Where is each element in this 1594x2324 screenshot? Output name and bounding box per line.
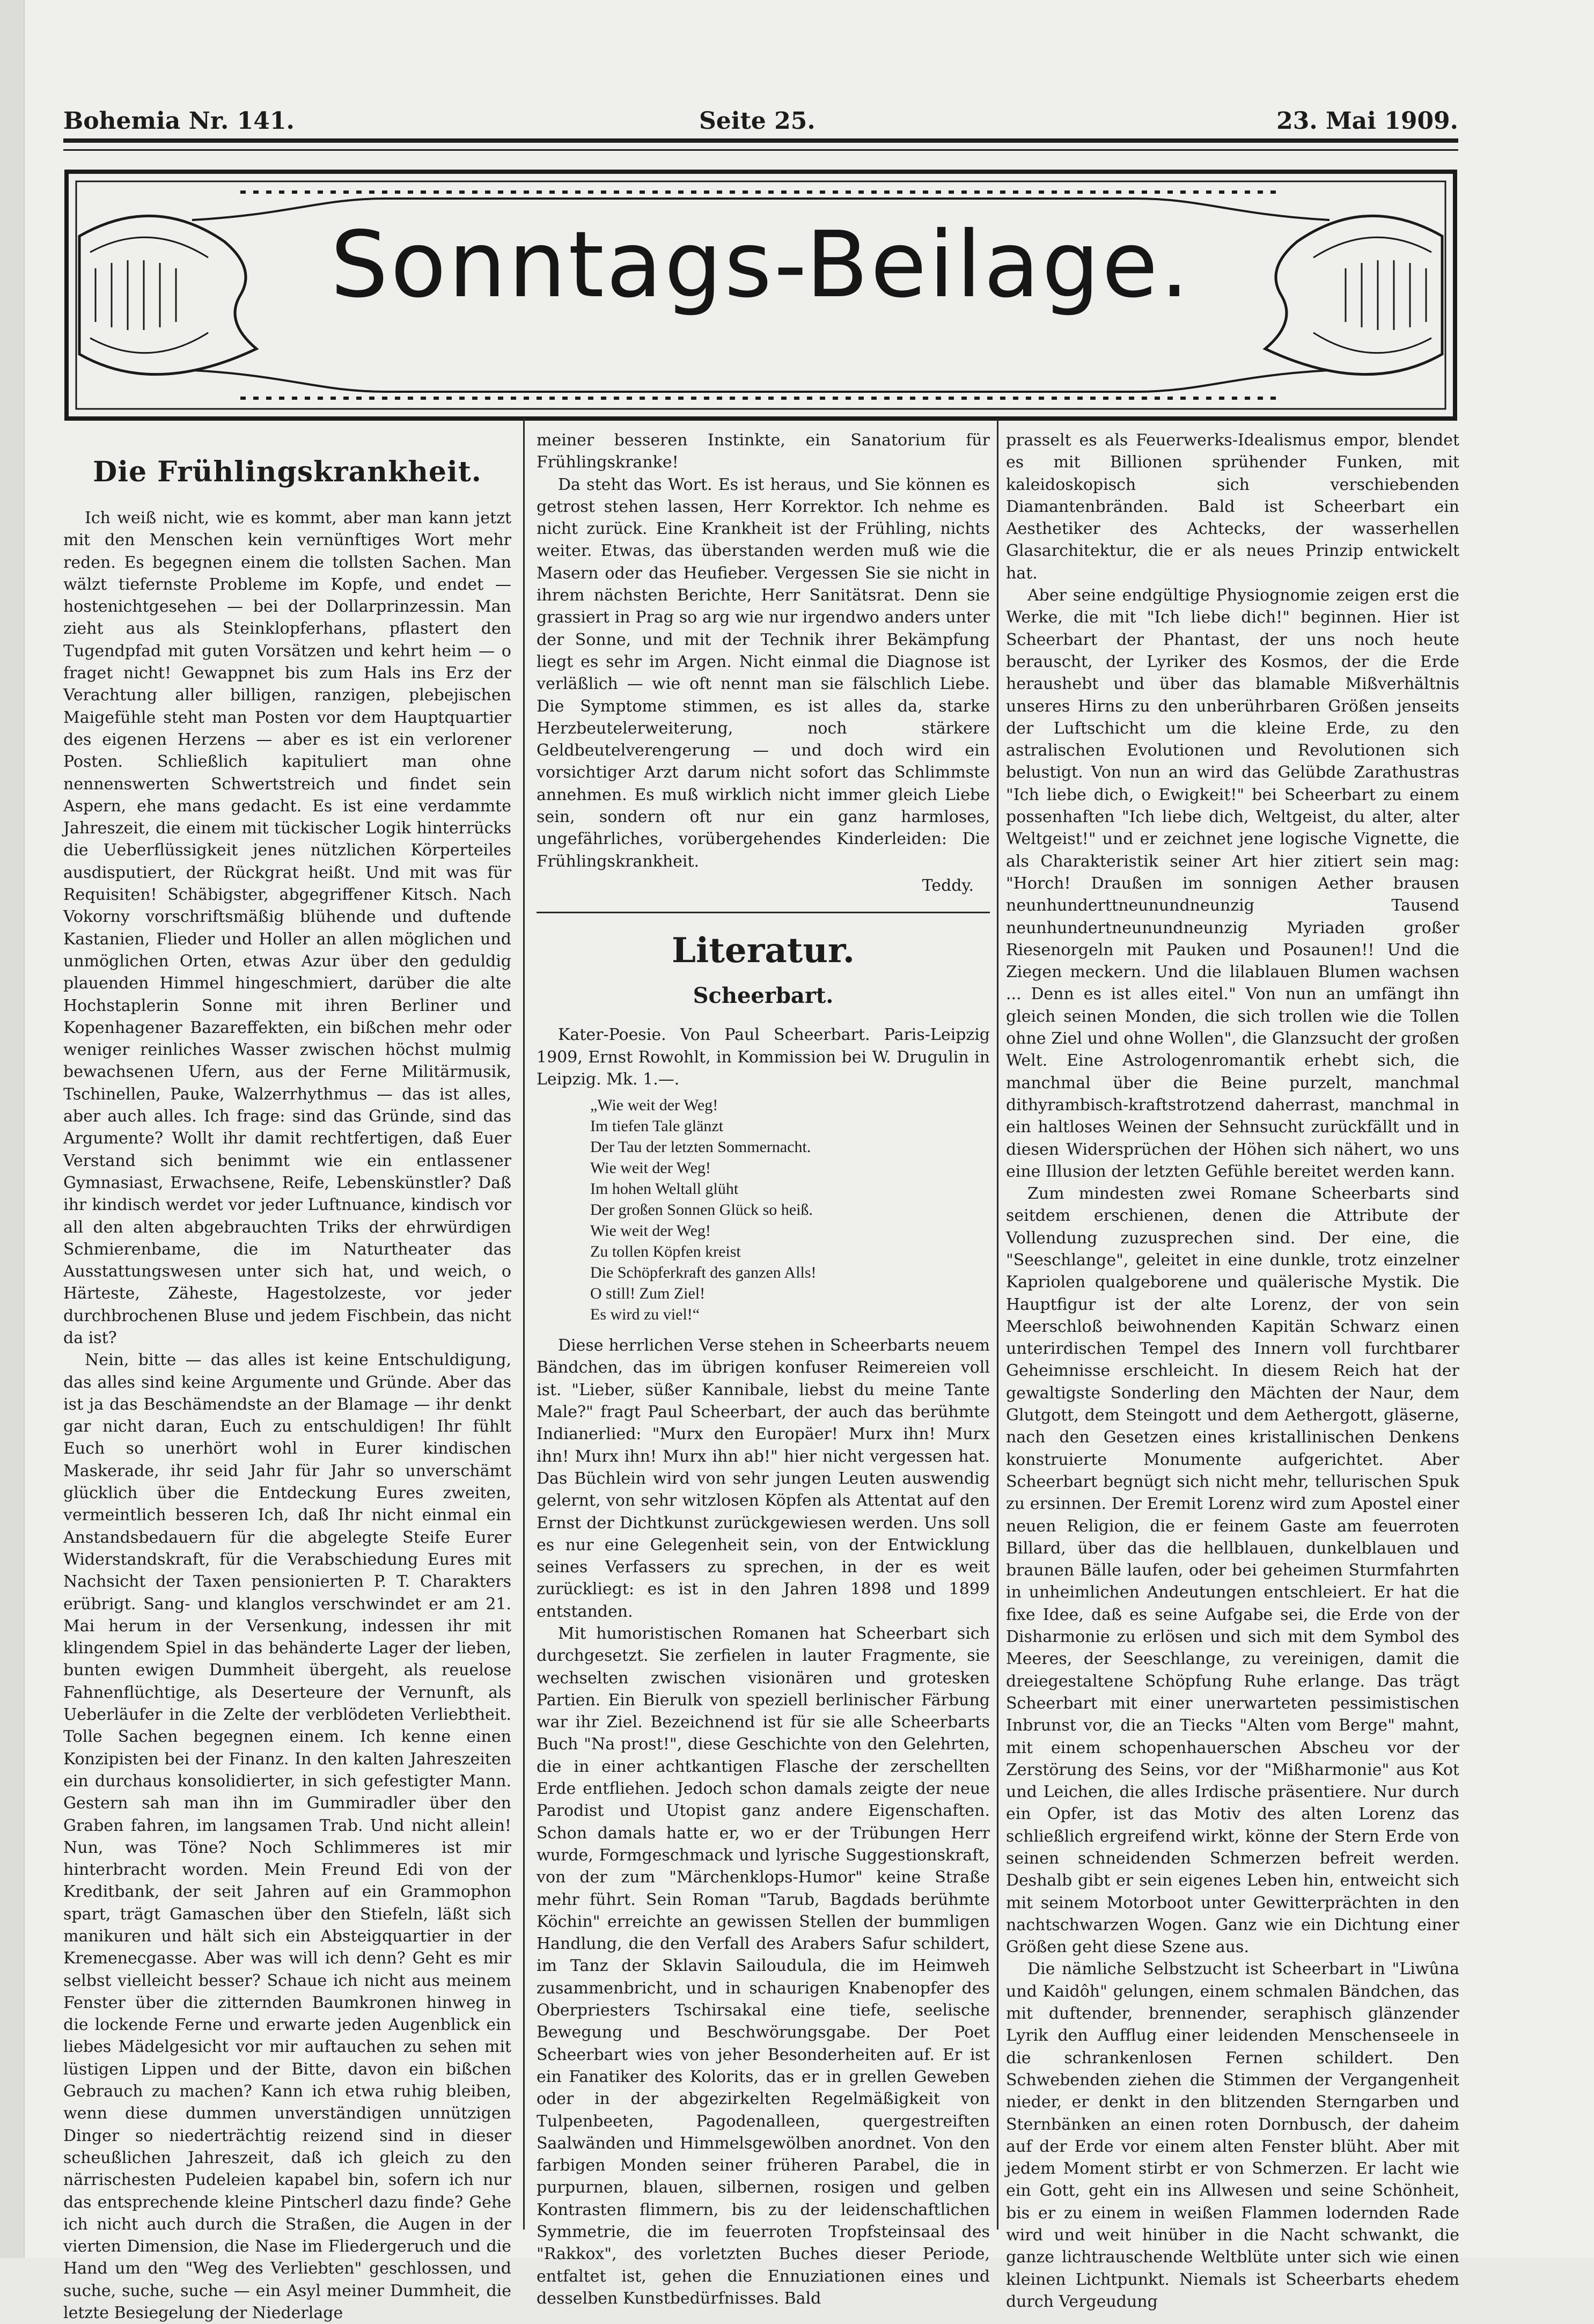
masthead-title: Sonntags-Beilage. [330,212,1192,318]
column-divider [997,419,998,2230]
header-date: 23. Mai 1909. [1276,107,1458,135]
article-paragraph: Zum mindesten zwei Romane Scheerbarts sind seitdem erschienen, denen die Attribute der Vollendung zuzusprechen sind. Der eine, die "Seeschlange", geleitet in eine dunkle, trotz einzelner Kapriolen qualgeborene und quälerische Mystik. Die Hauptfigur ist der alte Lorenz, der von sein Meerschloß beiwohnenden Kapitän Schwarz einen unterirdischen Tempel des Innern voll furchtbarer Geheimnisse erschleicht. In diesem Reich hat der gewaltigste Sonderling den Mächten der Naur, dem Glutgott, dem Steingott und dem Aethergott, gläserne, nach den Gesetzen eines kristallinischen Denkens konstruierte Monumente aufgerichtet. Aber Scheerbart begnügt sich nicht mehr, tellurischen Spuk zu ersinnen. Der Eremit Lorenz wird zum Apostel einer neuen Religion, die er feinem Gaste am feuerroten Billard, über das die hellblauen, dunkelblauen und braunen Bälle laufen, oder bei geheimen Sturmfahrten in unheimlichen Andeutungen entschleiert. Er hat die fixe Idee, daß es seine Aufgabe sei, die Erde von der Disharmonie zu erlösen und sich mit dem Symbol des Meeres, der Seeschlange, zu vereinigen, damit die dreiegestaltene Schöpfung Ruhe erlange. Das trägt Scheerbart mit einer unerwarteten pessimistischen Inbrunst vor, die an Tiecks "Alten vom Berge" mahnt, mit einem schopenhauerschen Abscheu vor der Zerstörung des Seins, vor der "Mißharmonie" aus Kot und Leichen, die alles Irdische präsentiere. Nur durch ein Opfer, ist das Motiv des alten Lorenz das schließlich ergreifend wirkt, könne der Stern Erde von seinen schneidenden Schmerzen befreit werden. Deshalb gibt er sein eigenes Leben hin, entweicht sich mit seinem Motorboot unter Gewitterprächten in den nachtschwarzen Wogen. Ganz wie ein Dichtung einer Größen geht diese Szene aus. [1006,1184,1459,1957]
poem-line: Wie weit der Weg! [590,1159,711,1177]
header-rule [63,138,1458,151]
article-paragraph: Da steht das Wort. Es ist heraus, und Sie können es getrost stehen lassen, Herr Korrektor. Ich nehme es nicht zurück. Eine Krankheit ist der Frühling, nichts weiter. Etwas, das überstanden werden muß wie die Masern oder das Heufieber. Vergessen Sie sie nicht in ihrem nächsten Berichte, Herr Sanitätsrat. Denn sie grassiert in Prag so arg wie nur irgendwo anders unter der Sonne, und mit der Technik ihrer Bekämpfung liegt es sehr im Argen. Nicht einmal die Diagnose ist verläßlich — wie oft nennt man sie fälschlich Liebe. Die Symptome stimmen, es ist alles da, starke Herzbeutelerweiterung, noch stärkere Geldbeutelverengerung — und doch wird ein vorsichtiger Arzt darum nicht sofort das Schlimmste annehmen. Es muß wirklich nicht immer gleich Liebe sein, sondern oft nur ein ganz harmloses, ungefährliches, vorübergehendes Kinderleiden: Die Frühlingskrankheit. [537,475,990,871]
poem-line: Zu tollen Köpfen kreist [590,1243,741,1261]
poem [590,1095,990,1325]
page-header [63,102,1458,140]
section-title: Literatur. [672,930,855,971]
scan-edge [0,0,25,2258]
article-paragraph: Aber seine endgültige Physiognomie zeigen erst die Werke, die mit "Ich liebe dich!" beginnen. Hier ist Scheerbart der Phantast, der uns noch heute berauscht, der Lyriker des Kosmos, der die Erde heraushebt und über das blamable Mißverhältnis unseres Hirns zu den unberührbaren Größen jenseits der Luftschicht um die kleine Erde, zu den astralischen Evolutionen und Revolutionen sich belustigt. Von nun an wird das Gelübde Zarathustras "Ich liebe dich, o Ewigkeit!" bei Scheerbart zu einem possenhaften "Ich liebe dich, Weltgeist, du alter, alter Weltgeist!" und er zeichnet jene logische Vignette, die als Charakteristik seiner Art hier zitiert sein mag: "Horch! Draußen im sonnigen Aether brausen neunhunderttneunundneunzig Tausend neunhundertneunundneunzig Myriaden großer Riesenorgeln mit Pauken und Posaunen!! Und die Ziegen meckern. Und die lilablauen Blumen wachsen ... Denn es ist alles eitel." Von nun an umfängt ihn gleich seinen Monden, die sich trollen wie die Tollen ohne Ziel und ohne Wollen", die Glanzsucht der großen Welt. Eine Astrologenromantik erhebt sich, die manchmal über die Beine purzelt, manchmal dithyrambisch-kraftstrotzend daherrast, manchmal in ein haltloses Weinen der Sehnsucht zurückfällt und in diesen Widersprüchen der Höhen sich nähert, wo uns eine Illusion der letzten Gefühle bereitet werden kann. [1006,586,1459,1181]
poem-line: Wie weit der Weg! [590,1222,711,1240]
column-2 [537,429,990,2310]
book-reference: Kater-Poesie. Von Paul Scheerbart. Paris-Leipzig 1909, Ernst Rowohlt, in Kommission bei W. Drugulin in Leipzig. Mk. 1.—. [537,1025,990,1089]
article-paragraph: prasselt es als Feuerwerks-Idealismus empor, blendet es mit Billionen sprühender Funken, mit kaleidoskopisch sich verschiebenden Diamantenbränden. Bald ist Scheerbart ein Aesthetiker des Achtecks, der wasserhellen Glasarchitektur, die er als neues Prinzip entwickelt hat. [1006,431,1459,583]
article-paragraph: meiner besseren Instinkte, ein Sanatorium für Frühlingskranke! [537,431,990,472]
poem-line: Der großen Sonnen Glück so heiß. [590,1201,813,1219]
article-title: Die Frühlingskrankheit. [93,456,482,488]
section-subtitle: Scheerbart. [693,983,834,1009]
poem-line: Im tiefen Tale glänzt [590,1117,724,1135]
article-paragraph: Die nämliche Selbstzucht ist Scheerbart in "Liwûna und Kaidôh" gelungen, einem schmalen Bändchen, das mit duftender, brennender, seraphisch glänzender Lyrik den Aufflug einer leidenden Menschenseele in die schrankenlosen Fernen schildert. Den Schwebenden ziehen die Stimmen der Vergangenheit nieder, er denkt in den blitzenden Sterngarben und Sternbänken an einen roten Dornbusch, der daheim auf der Erde vor einem alten Fenster blüht. Aber mit jedem Moment stirbt er von Schmerzen. Er lacht wie ein Gott, geht ein ins Allwesen und seine Schönheit, bis er zu einem in weißen Flammen lodernden Rade wird und weit hinüber in die Nacht schwankt, die ganze lichtrauschende Weltblüte unter sich wie einen kleinen Lichtpunkt. Niemals ist Scheerbarts ehedem durch Vergeudung [1006,1960,1459,2311]
header-page-number: Seite 25. [699,107,816,135]
header-issue: Bohemia Nr. 141. [63,107,295,135]
poem-line: Der Tau der letzten Sommernacht. [590,1138,811,1156]
article-paragraph: Diese herrlichen Verse stehen in Scheerbarts neuem Bändchen, das im übrigen konfuser Reimereien voll ist. "Lieber, süßer Kannibale, liebst du meine Tante Male?" fragt Paul Scheerbart, der auch das berühmte Indianerlied: "Murx den Europäer! Murx ihn! Murx ihn! Murx ihn! Murx ihn ab!" hier nicht vergessen hat. Das Büchlein wird von sehr jungen Leuten auswendig gelernt, von sehr witzlosen Köpfen als Attentat auf den Ernst der Dichtkunst zurückgewiesen werden. Uns soll es nur eine Gelegenheit sein, von der Entwicklung seines Verfassers zu sprechen, in der es weit zurückliegt: es ist in den Jahren 1898 und 1899 entstanden. [537,1336,990,1621]
column-1 [63,429,511,2324]
article-paragraph: Nein, bitte — das alles ist keine Entschuldigung, das alles sind keine Argumente und Gründe. Aber das ist ja das Beschämendste an der Blamage — ihr denkt gar nicht daran, Euch zu entschuldigen! Ihr fühlt Euch so unerhört wohl in Eurer kindischen Maskerade, ihr seid Jahr für Jahr so unverschämt glücklich über die Entdeckung Eures zweiten, vermeintlich besseren Ich, daß Ihr nicht einmal ein Anstandsbedauern für die abgelegte Steife Eurer Widerstandskraft, für die Verabschiedung Eures mit Nachsicht der Taxen pensionierten P. T. Charakters erübrigt. Sang- und klanglos verschwindet er am 21. Mai herum in der Versenkung, indessen ihr mit klingendem Spiel in das behänderte Lager der lieben, bunten ewigen Dummheit übergeht, als reuelose Fahnenflüchtige, als Deserteure der Vernunft, als Ueberläufer in die Zelte der verblödeten Verliebtheit. Tolle Sachen begegnen einem. Ich kenne einen Konzipisten bei der Finanz. In den kalten Jahreszeiten ein durchaus konsolidierter, in sich gefestigter Mann. Gestern sah man ihn im Gummiradler über den Graben fahren, im langsamen Trab. Und nicht allein! Nun, was Töne? Noch Schlimmeres ist mir hinterbracht worden. Mein Freund Edi von der Kreditbank, der seit Jahren auf ein Grammophon spart, trägt Gamaschen über den Stiefeln, läßt sich manikuren und hält sich ein Absteigquartier in der Kremenecgasse. Aber was will ich denn? Geht es mir selbst vielleicht besser? Schaue ich nicht aus meinem Fenster über die zitternden Baumkronen hinweg in die lockende Ferne und erwarte jeden Augenblick ein liebes Mädelgesicht vor mir auftauchen zu sehen mit lüstigen Lippen und der Bitte, davon ein bißchen Gebrauch zu machen? Kann ich etwa ruhig bleiben, wenn diese dummen unverständigen unnützigen Dinger so niederträchtig reizend sind in dieser scheußlichen Jahreszeit, daß ich gleich zu den närrischesten Pudeleien kapabel bin, sofern ich nur das entsprechende kleine Pintscherl dazu finde? Gehe ich nicht auch durch die Straßen, die Augen in der vierten Dimension, die Nase im Fliedergeruch und die Hand um den "Weg des Verliebten" geschlossen, und suche, suche, suche — ein Asyl meiner Dummheit, die letzte Besiegelung der Niederlage [63,1351,511,2323]
poem-line: O still! Zum Ziel! [590,1285,706,1303]
masthead [63,161,1458,445]
article-signature: Teddy. [922,876,974,895]
poem-line: Es wird zu viel!“ [590,1306,700,1324]
article-paragraph: Ich weiß nicht, wie es kommt, aber man kann jetzt mit den Menschen kein vernünftiges Wort mehr reden. Es begegnen einem die tollsten Sachen. Man wälzt tiefernste Probleme im Kopfe, und endet — hostenichtgesehen — bei der Dollarprinzessin. Man zieht aus als Steinklopferhans, pflastert den Tugendpfad mit guten Vorsätzen und kehrt heim — o fraget nicht! Gewappnet bis zum Hals ins Erz der Verachtung aller billigen, ranzigen, plebejischen Maigefühle steht man Posten vor dem Hauptquartier des eigenen Herzens — aber es ist ein verlorener Posten. Schließlich kapituliert man ohne nennenswerten Schwertstreich und findet sein Aspern, ehe mans gedacht. Es ist eine verdammte Jahreszeit, die einem mit tückischer Logik hinterrücks die Ueberflüssigkeit jenes nützlichen Körperteiles ausdisputiert, der Rückgrat heißt. Und mit was für Requisiten! Schäbigster, abgegriffener Kitsch. Nach Vokorny vorschriftsmäßig blühende und duftende Kastanien, Flieder und Holler an allen möglichen und unmöglichen Orten, etwas Azur über den geduldig plauenden Himmel hingeschmiert, darüber die alte Hochstaplerin Sonne mit ihren Berliner und Kopenhagener Bazareffekten, ein bißchen mehr oder weniger reinliches Wasser zwischen höchst mulmig bewachsenen Ufern, aus der Ferne Militärmusik, Tschinellen, Pauke, Walzerrhythmus — das ist alles, aber auch alles. Ich frage: sind das Gründe, sind das Argumente? Wollt ihr damit rechtfertigen, daß Euer Verstand sich benimmt wie ein entlassener Gymnasiast, Erwachsene, Reife, Lebenskünstler? Daß ihr kindisch werdet vor jeder Luftnuance, kindisch vor all den alten abgebrauchten Triks der ehrwürdigen Schmierenbame, die im Naturtheater das Ausstattungswesen unter sich hat, und weich, o Härteste, Zäheste, Hagestolzeste, vor jeder durchbrochenen Bluse und jedem Fischbein, das nicht da ist? [63,509,511,1347]
column-divider [523,419,525,2230]
section-divider [537,912,990,913]
poem-line: „Wie weit der Weg! [590,1096,718,1115]
poem-line: Im hohen Weltall glüht [590,1180,739,1198]
article-paragraph: Mit humoristischen Romanen hat Scheerbart sich durchgesetzt. Sie zerfielen in lauter Fragmente, sie wechselten zwischen visionären und grotesken Partien. Ein Bierulk von speziell berlinischer Färbung war ihr Ziel. Bezeichnend ist für sie alle Scheerbarts Buch "Na prost!", diese Geschichte von den Gelehrten, die in einer achtkantigen Flasche der zerschellten Erde entfliehen. Jedoch schon damals zeigte der neue Parodist und Utopist ganz andere Eigenschaften. Schon damals hatte er, wo er der Trübungen Herr wurde, Formgeschmack und lyrische Suggestionskraft, von der zum "Märchenklops-Humor" keine Straße mehr führt. Sein Roman "Tarub, Bagdads berühmte Köchin" erreichte an gewissen Stellen der bummligen Handlung, die den Verfall des Arabers Safur schildert, im Tanz der Sklavin Sailoudula, die im Heimweh zusammenbricht, und in schaurigen Knabenopfer des Oberpriesters Tschirsakal eine tiefe, seelische Bewegung und Beschwörungsgabe. Der Poet Scheerbart wies von jeher Besonderheiten auf. Er ist ein Fanatiker des Kolorits, das er in grellen Geweben oder in der abgezirkelten Regelmäßigkeit von Tulpenbeeten, Pagodenalleen, quergestreiften Saalwänden und Himmelsgewölben anordnet. Von den farbigen Monden seiner früheren Parabel, die in purpurnen, blauen, silbernen, rosigen und gelben Kontrasten flimmern, bis zu der leidenschaftlichen Symmetrie, die im feuerroten Tropfsteinsaal des "Rakkox", des vorletzten Buches dieser Periode, entfaltet ist, gehen die Ennuziationen eines und desselben Kunstbedürfnisses. Bald [537,1624,990,2308]
column-3 [1006,429,1459,2313]
poem-line: Die Schöpferkraft des ganzen Alls! [590,1264,817,1282]
